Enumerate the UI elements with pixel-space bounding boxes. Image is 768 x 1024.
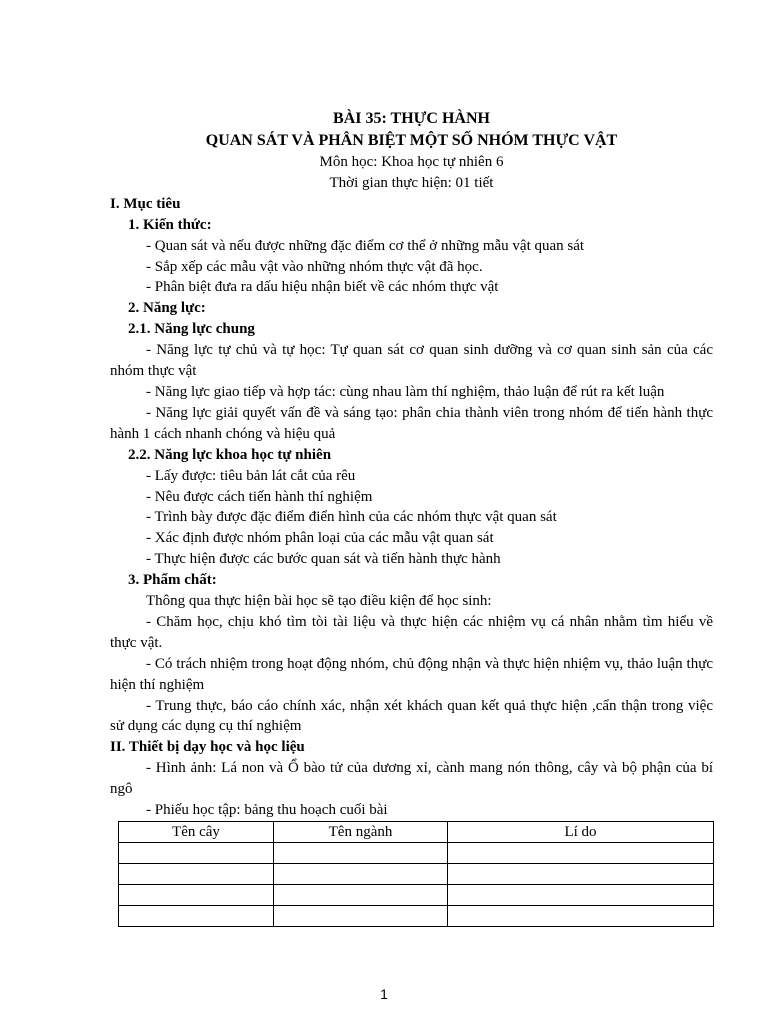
qualities-item: - Có trách nhiệm trong hoạt động nhóm, chủ động nhận và thực hiện nhiệm vụ, thảo luận thực hiện thí nghiệm <box>110 655 713 693</box>
duration-line: Thời gian thực hiện: 01 tiết <box>329 174 494 191</box>
general-competence-item: - Năng lực tự chủ và tự học: Tự quan sát cơ quan sinh dưỡng và cơ quan sinh sản của các nhóm thực vật <box>110 342 713 380</box>
knowledge-item: - Quan sát và nếu được những đặc điểm cơ thể ở những mẫu vật quan sát <box>146 237 585 254</box>
column-header-plant-name: Tên cây <box>119 822 274 843</box>
page-number: 1 <box>380 986 388 1002</box>
table-row <box>119 864 714 885</box>
table-cell <box>274 885 448 906</box>
section-equipment-heading: II. Thiết bị dạy học và học liệu <box>110 739 305 756</box>
equipment-item: - Hình ảnh: Lá non và Ổ bào tử của dương xỉ, cành mang nón thông, cây và bộ phận của bí ngô <box>110 760 713 798</box>
table-cell <box>119 843 274 864</box>
qualities-item: - Trung thực, báo cáo chính xác, nhận xét khách quan kết quả thực hiện ,cẩn thận trong việc sử dụng các dụng cụ thí nghiệm <box>110 697 713 735</box>
worksheet-table <box>118 821 714 927</box>
table-header-row <box>119 822 714 843</box>
general-competence-heading: 2.1. Năng lực chung <box>128 321 255 338</box>
document-page <box>110 108 713 927</box>
subject-line: Môn học: Khoa học tự nhiên 6 <box>319 154 504 170</box>
table-row <box>119 843 714 864</box>
table-cell <box>274 906 448 927</box>
table-cell <box>448 885 714 906</box>
section-objectives-heading: I. Mục tiêu <box>110 195 181 212</box>
table-cell <box>119 906 274 927</box>
table-cell <box>274 843 448 864</box>
science-competence-item: - Thực hiện được các bước quan sát và tiến hành thực hành <box>146 551 501 568</box>
table-cell <box>448 864 714 885</box>
table-row <box>119 885 714 906</box>
table-cell <box>119 864 274 885</box>
science-competence-item: - Xác định được nhóm phân loại của các mẫu vật quan sát <box>146 530 494 547</box>
knowledge-heading: 1. Kiến thức: <box>128 216 212 233</box>
table-cell <box>274 864 448 885</box>
qualities-intro: Thông qua thực hiện bài học sẽ tạo điều kiện để học sinh: <box>146 593 492 610</box>
equipment-item: - Phiếu học tập: bảng thu hoạch cuối bài <box>146 802 388 819</box>
qualities-heading: 3. Phẩm chất: <box>128 572 217 589</box>
table-row <box>119 906 714 927</box>
column-header-division: Tên ngành <box>274 822 448 843</box>
lesson-title: BÀI 35: THỰC HÀNH <box>333 110 490 127</box>
competence-heading: 2. Năng lực: <box>128 300 206 317</box>
table-cell <box>119 885 274 906</box>
science-competence-item: - Trình bày được đặc điểm điển hình của các nhóm thực vật quan sát <box>146 509 557 526</box>
table-cell <box>448 843 714 864</box>
science-competence-item: - Nêu được cách tiến hành thí nghiệm <box>146 488 373 505</box>
general-competence-item: - Năng lực giao tiếp và hợp tác: cùng nhau làm thí nghiệm, thảo luận để rút ra kết luận <box>146 383 665 400</box>
lesson-subtitle: QUAN SÁT VÀ PHÂN BIỆT MỘT SỐ NHÓM THỰC VẬT <box>205 132 618 149</box>
science-competence-item: - Lấy được: tiêu bản lát cắt của rêu <box>146 467 356 484</box>
knowledge-item: - Sắp xếp các mẫu vật vào những nhóm thực vật đã học. <box>146 258 483 275</box>
general-competence-item: - Năng lực giải quyết vấn đề và sáng tạo: phân chia thành viên trong nhóm để tiến hành thực hành 1 cách nhanh chóng và hiệu quả <box>110 404 713 442</box>
qualities-item: - Chăm học, chịu khó tìm tòi tài liệu và thực hiện các nhiệm vụ cá nhân nhằm tìm hiểu về thực vật. <box>110 613 713 651</box>
table-cell <box>448 906 714 927</box>
science-competence-heading: 2.2. Năng lực khoa học tự nhiên <box>128 446 332 463</box>
column-header-reason: Lí do <box>448 822 714 843</box>
knowledge-item: - Phân biệt đưa ra dấu hiệu nhận biết về các nhóm thực vật <box>146 279 499 296</box>
